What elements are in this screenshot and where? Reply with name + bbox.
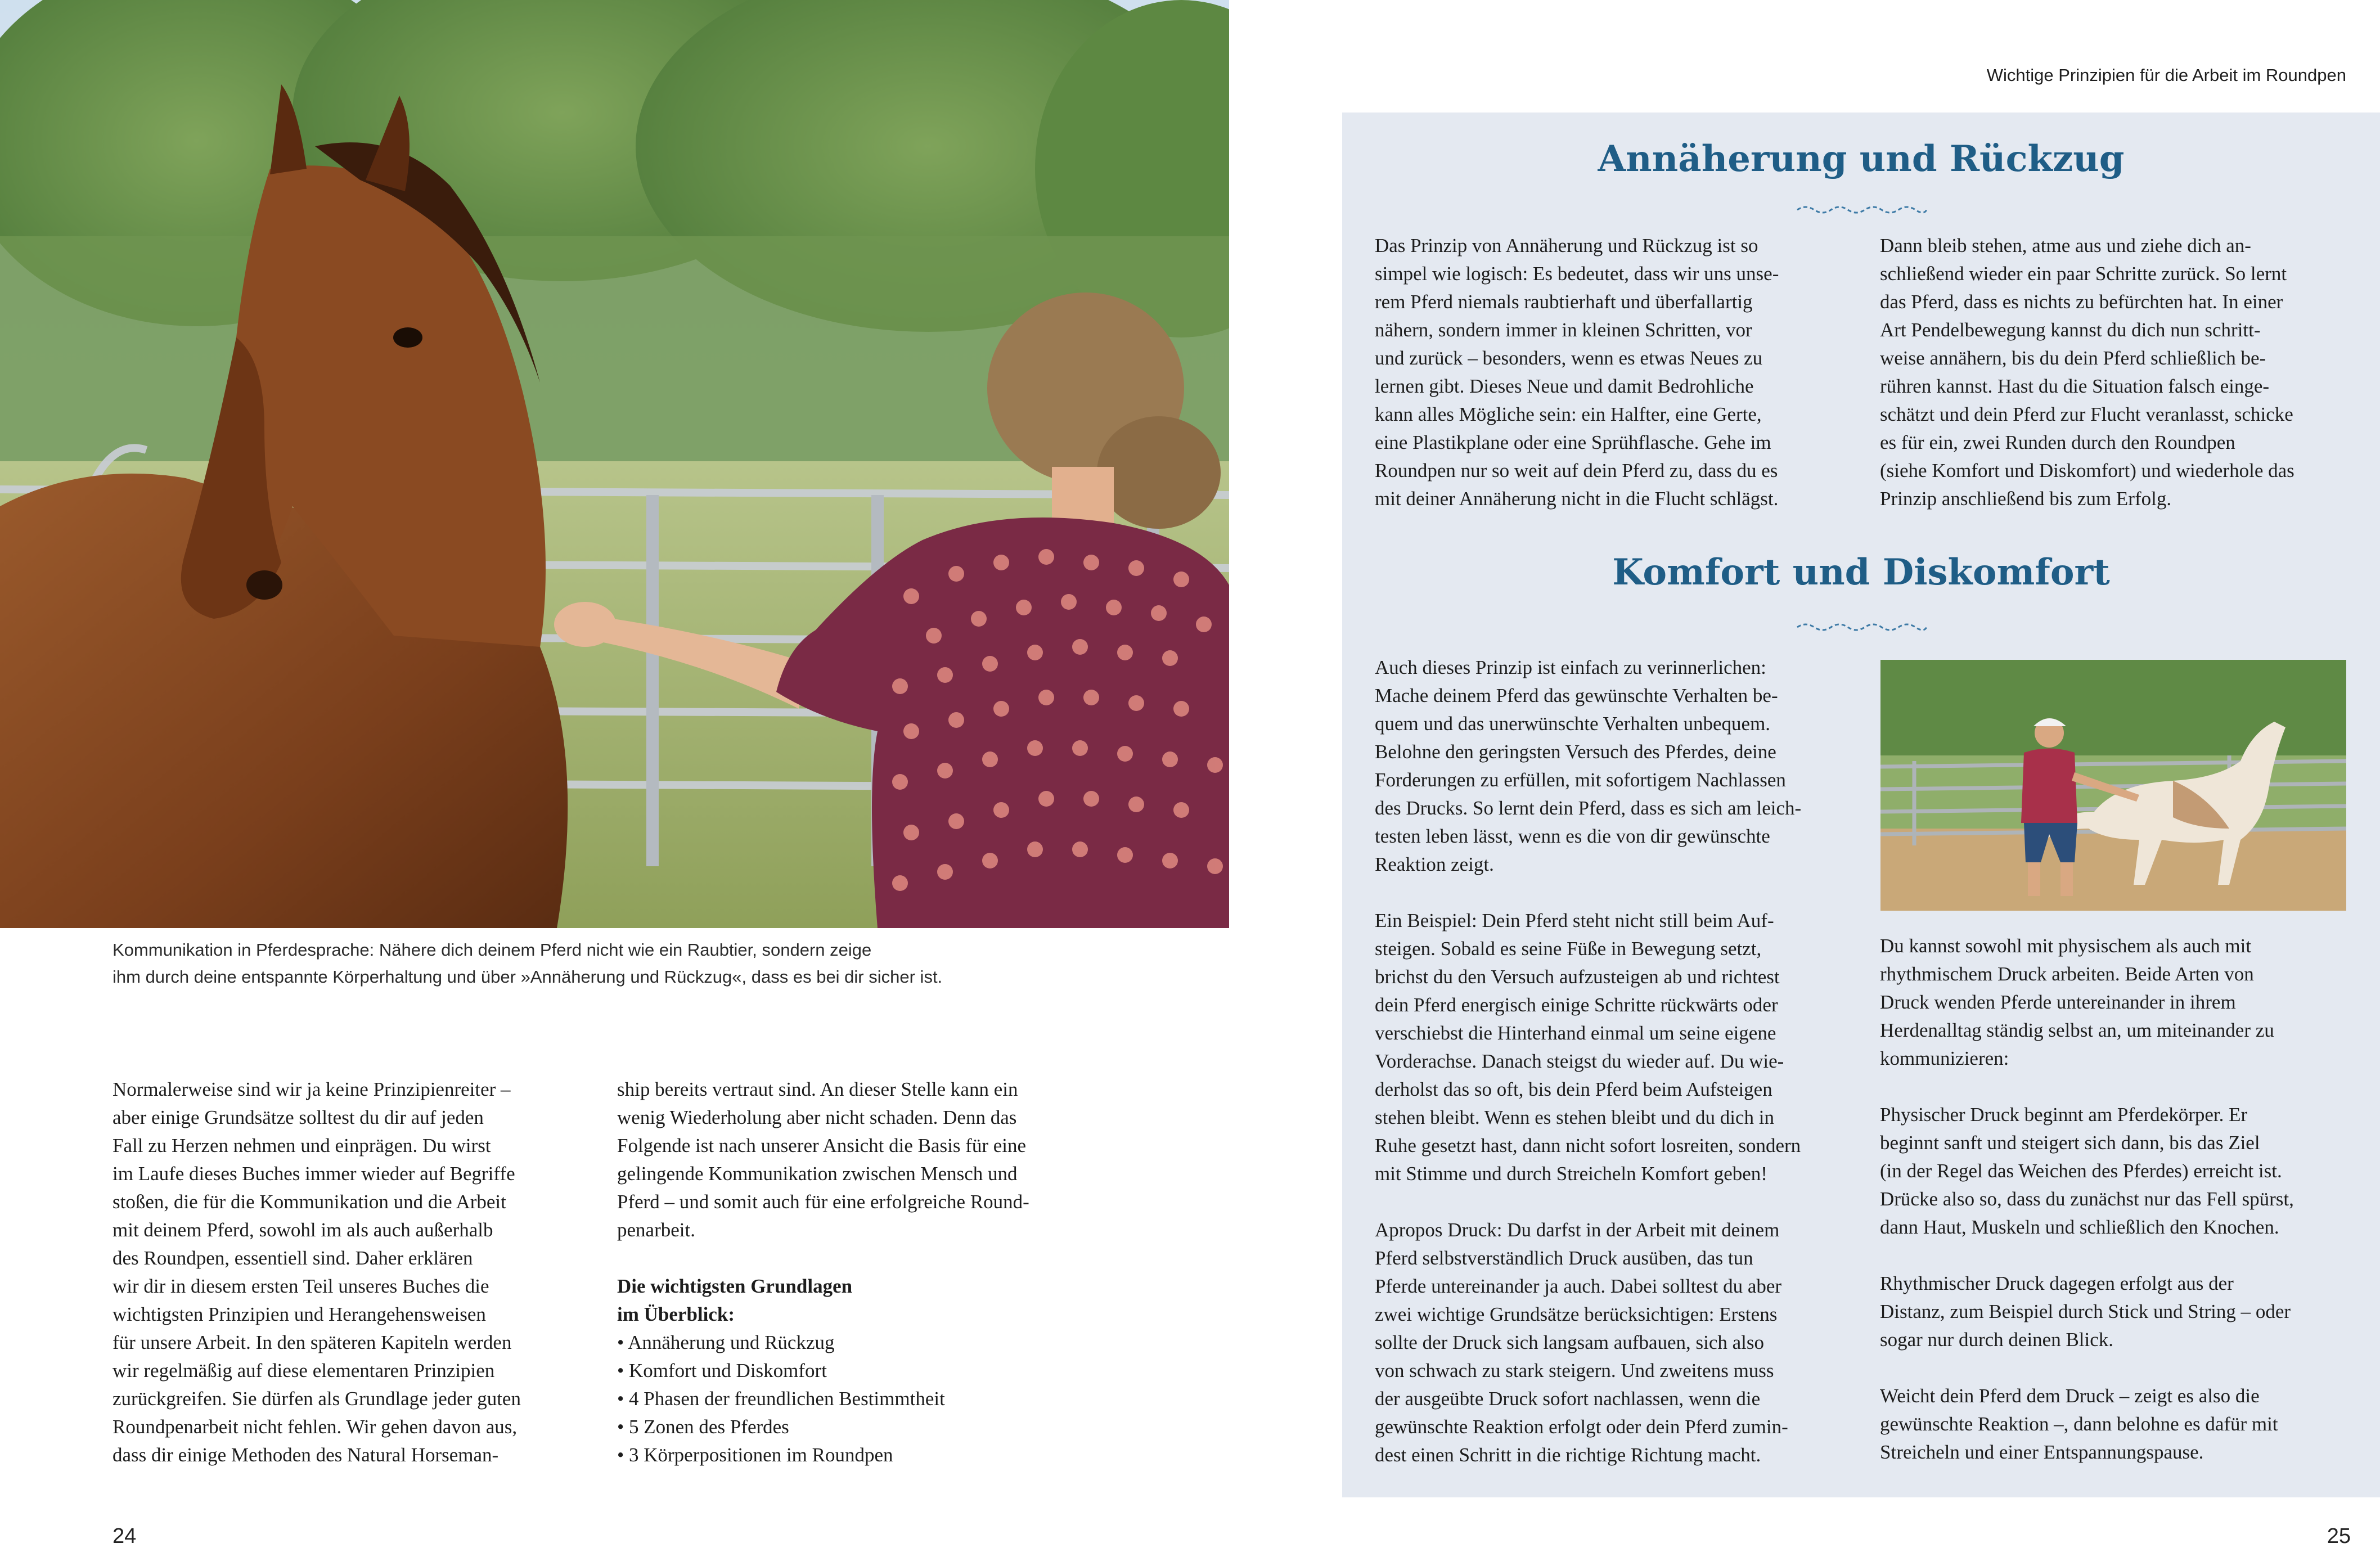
text-line: Auch dieses Prinzip ist einfach zu verinnerlichen:	[1375, 656, 1766, 678]
text-line: wichtigsten Prinzipien und Herangehensweisen	[113, 1303, 486, 1325]
section2-column-a	[1375, 654, 1859, 1469]
text-line: wenig Wiederholung aber nicht schaden. Denn das	[617, 1106, 1017, 1128]
text-line: Apropos Druck: Du darfst in der Arbeit mit deinem	[1375, 1219, 1780, 1241]
text-line: es für ein, zwei Runden durch den Roundpen	[1880, 431, 2235, 453]
text-line: schließend wieder ein paar Schritte zurück. So lernt	[1880, 263, 2287, 285]
text-line: Mache deinem Pferd das gewünschte Verhalten be-	[1375, 685, 1778, 706]
text-line: das Pferd, dass es nichts zu befürchten hat. In einer	[1880, 291, 2283, 313]
text-line: Distanz, zum Beispiel durch Stick und String – oder	[1880, 1300, 2291, 1322]
text-line: dann Haut, Muskeln und schließlich den Knochen.	[1880, 1216, 2279, 1238]
text-line: sogar nur durch deinen Blick.	[1880, 1329, 2114, 1351]
overview-heading: im Überblick:	[617, 1303, 735, 1325]
overview-heading: Die wichtigsten Grundlagen	[617, 1275, 853, 1297]
text-line: ship bereits vertraut sind. An dieser Stelle kann ein	[617, 1078, 1018, 1100]
text-line: simpel wie logisch: Es bedeutet, dass wir uns unse-	[1375, 263, 1779, 285]
text-line: Rhythmischer Druck dagegen erfolgt aus der	[1880, 1272, 2234, 1294]
text-line: für unsere Arbeit. In den späteren Kapiteln werden	[113, 1331, 512, 1353]
left-column-1	[113, 1076, 574, 1469]
text-line: Ein Beispiel: Dein Pferd steht nicht still beim Auf-	[1375, 910, 1774, 932]
squiggle-divider-icon	[1794, 201, 1929, 218]
text-line: Prinzip anschließend bis zum Erfolg.	[1880, 488, 2172, 510]
text-line: Art Pendelbewegung kannst du dich nun schritt-	[1880, 319, 2261, 341]
text-line: wir dir in diesem ersten Teil unseres Buches die	[113, 1275, 489, 1297]
text-line: kommunizieren:	[1880, 1047, 2009, 1069]
caption-line: ihm durch deine entspannte Körperhaltung und über »Annäherung und Rückzug«, dass es bei dir sicher ist.	[113, 967, 943, 987]
squiggle-divider-icon	[1794, 619, 1929, 636]
text-line: sollte der Druck sich langsam aufbauen, sich also	[1375, 1331, 1765, 1353]
caption-line: Kommunikation in Pferdesprache: Nähere dich deinem Pferd nicht wie ein Raubtier, sondern zeige	[113, 940, 872, 960]
overview-list-item: • 4 Phasen der freundlichen Bestimmtheit	[617, 1388, 945, 1410]
text-line: mit deinem Pferd, sowohl im als auch außerhalb	[113, 1219, 493, 1241]
text-line: Drücke also so, dass du zunächst nur das Fell spürst,	[1880, 1188, 2294, 1210]
text-line: nähern, sondern immer in kleinen Schritten, vor	[1375, 319, 1752, 341]
text-line: dein Pferd energisch einige Schritte rückwärts oder	[1375, 994, 1778, 1016]
text-line: stehen bleibt. Wenn es stehen bleibt und du dich in	[1375, 1106, 1775, 1128]
text-line: Physischer Druck beginnt am Pferdekörper. Er	[1880, 1104, 2248, 1126]
overview-list-item: • Annäherung und Rückzug	[617, 1331, 835, 1353]
section-heading-comfort-discomfort: Komfort und Diskomfort	[1612, 551, 2110, 593]
text-line: Pferde untereinander ja auch. Dabei solltest du aber	[1375, 1275, 1782, 1297]
text-line: stoßen, die für die Kommunikation und die Arbeit	[113, 1191, 506, 1213]
text-line: rem Pferd niemals raubtierhaft und überfallartig	[1375, 291, 1753, 313]
text-line: Herdenalltag ständig selbst an, um miteinander zu	[1880, 1019, 2274, 1041]
text-line: Weicht dein Pferd dem Druck – zeigt es also die	[1880, 1385, 2260, 1407]
text-line: Folgende ist nach unserer Ansicht die Basis für eine	[617, 1135, 1027, 1156]
text-line: dest einen Schritt in die richtige Richtung macht.	[1375, 1444, 1761, 1466]
text-line: eine Plastikplane oder eine Sprühflasche. Gehe im	[1375, 431, 1771, 453]
text-line: weise annähern, bis du dein Pferd schließlich be-	[1880, 347, 2266, 369]
overview-list-item: • Komfort und Diskomfort	[617, 1360, 827, 1382]
text-line: Dann bleib stehen, atme aus und ziehe dich an-	[1880, 235, 2251, 256]
text-line: testen leben lässt, wenn es die von dir gewünschte	[1375, 825, 1770, 847]
text-line: steigen. Sobald es seine Füße in Bewegung setzt,	[1375, 938, 1762, 960]
text-line: von schwach zu stark steigern. Und zweitens muss	[1375, 1360, 1774, 1382]
text-line: rühren kannst. Hast du die Situation falsch einge-	[1880, 375, 2270, 397]
text-line: Du kannst sowohl mit physischem als auch mit	[1880, 935, 2252, 957]
text-line: quem und das unerwünschte Verhalten unbequem.	[1375, 713, 1771, 735]
horse-woman-illustration	[0, 0, 1229, 928]
text-line: rhythmischem Druck arbeiten. Beide Arten von	[1880, 963, 2254, 985]
section-heading-approach-retreat: Annäherung und Rückzug	[1598, 138, 2125, 180]
section1-column-b	[1880, 232, 2352, 513]
overview-list-item: • 5 Zonen des Pferdes	[617, 1416, 789, 1438]
overview-list-item: • 3 Körperpositionen im Roundpen	[617, 1444, 893, 1466]
text-line: zurückgreifen. Sie dürfen als Grundlage jeder guten	[113, 1388, 521, 1410]
text-line: zwei wichtige Grundsätze berücksichtigen: Erstens	[1375, 1303, 1778, 1325]
text-line: kann alles Mögliche sein: ein Halfter, eine Gerte,	[1375, 403, 1762, 425]
text-line: beginnt sanft und steigert sich dann, bis das Ziel	[1880, 1132, 2260, 1154]
text-line: wir regelmäßig auf diese elementaren Prinzipien	[113, 1360, 495, 1382]
small-photo-roundpen	[1880, 660, 2346, 911]
text-line: des Roundpen, essentiell sind. Daher erklären	[113, 1247, 473, 1269]
text-line: Streicheln und einer Entspannungspause.	[1880, 1441, 2204, 1463]
text-line: Druck wenden Pferde untereinander in ihrem	[1880, 991, 2236, 1013]
left-column-2	[617, 1076, 1078, 1469]
text-line: penarbeit.	[617, 1219, 695, 1241]
text-line: der ausgeübte Druck sofort nachlassen, wenn die	[1375, 1388, 1761, 1410]
text-line: mit deiner Annäherung nicht in die Flucht schlägst.	[1375, 488, 1779, 510]
text-line: des Drucks. So lernt dein Pferd, dass es sich am leich-	[1375, 797, 1802, 819]
text-line: derholst das so oft, bis dein Pferd beim Aufsteigen	[1375, 1078, 1772, 1100]
page-number-left: 24	[113, 1524, 137, 1548]
text-line: Das Prinzip von Annäherung und Rückzug ist so	[1375, 235, 1758, 256]
text-line: brichst du den Versuch aufzusteigen ab und richtest	[1375, 966, 1780, 988]
text-line: Fall zu Herzen nehmen und einprägen. Du wirst	[113, 1135, 491, 1156]
page-number-right: 25	[2327, 1524, 2351, 1548]
main-photo-horse-and-woman	[0, 0, 1229, 928]
text-line: Vorderachse. Danach steigst du wieder auf. Du wie-	[1375, 1050, 1784, 1072]
text-line: gewünschte Reaktion erfolgt oder dein Pferd zumin-	[1375, 1416, 1788, 1438]
text-line: (siehe Komfort und Diskomfort) und wiederhole das	[1880, 460, 2294, 482]
text-line: (in der Regel das Weichen des Pferdes) erreicht ist.	[1880, 1160, 2282, 1182]
section1-column-a	[1375, 232, 1847, 513]
photo-caption	[113, 937, 1209, 991]
text-line: Pferd – und somit auch für eine erfolgreiche Round-	[617, 1191, 1029, 1213]
text-line: schätzt und dein Pferd zur Flucht veranlasst, schicke	[1880, 403, 2293, 425]
text-line: Ruhe gesetzt hast, dann nicht sofort losreiten, sondern	[1375, 1135, 1801, 1156]
text-line: im Laufe dieses Buches immer wieder auf Begriffe	[113, 1163, 515, 1185]
text-line: Normalerweise sind wir ja keine Prinzipienreiter –	[113, 1078, 511, 1100]
text-line: Reaktion zeigt.	[1375, 853, 1494, 875]
roundpen-illustration	[1880, 660, 2346, 911]
text-line: lernen gibt. Dieses Neue und damit Bedrohliche	[1375, 375, 1754, 397]
text-line: Forderungen zu erfüllen, mit sofortigem Nachlassen	[1375, 769, 1786, 791]
text-line: gelingende Kommunikation zwischen Mensch und	[617, 1163, 1018, 1185]
text-line: Roundpen nur so weit auf dein Pferd zu, dass du es	[1375, 460, 1778, 482]
running-header: Wichtige Prinzipien für die Arbeit im Roundpen	[1986, 65, 2346, 85]
text-line: Belohne den geringsten Versuch des Pferdes, deine	[1375, 741, 1776, 763]
text-line: mit Stimme und durch Streicheln Komfort geben!	[1375, 1163, 1767, 1185]
text-line: dass dir einige Methoden des Natural Horseman-	[113, 1444, 499, 1466]
text-line: gewünschte Reaktion –, dann belohne es dafür mit	[1880, 1413, 2278, 1435]
text-line: Roundpenarbeit nicht fehlen. Wir gehen davon aus,	[113, 1416, 518, 1438]
text-line: und zurück – besonders, wenn es etwas Neues zu	[1375, 347, 1763, 369]
text-line: verschiebst die Hinterhand einmal um seine eigene	[1375, 1022, 1776, 1044]
text-line: aber einige Grundsätze solltest du dir auf jeden	[113, 1106, 484, 1128]
section2-column-b	[1880, 932, 2352, 1466]
text-line: Pferd selbstverständlich Druck ausüben, das tun	[1375, 1247, 1753, 1269]
